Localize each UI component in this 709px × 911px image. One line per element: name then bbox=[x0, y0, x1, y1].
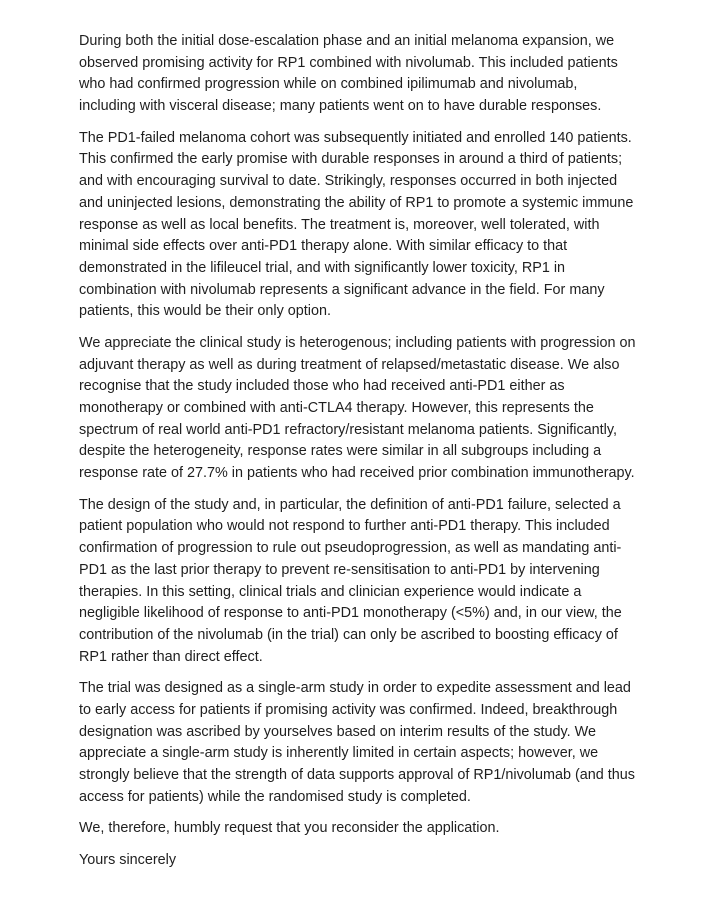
text-line: During both the initial dose-escalation phase and an initial melanoma expansion, we bbox=[79, 33, 615, 49]
text-line: including with visceral disease; many patients went on to have durable responses. bbox=[79, 98, 602, 115]
paragraph-single-arm-trial bbox=[79, 678, 669, 808]
letter-body bbox=[79, 31, 669, 882]
text-line: strongly believe that the strength of data supports approval of RP1/nivolumab (and thus bbox=[79, 767, 635, 784]
text-line: confirmation of progression to rule out pseudoprogression, as well as mandating anti- bbox=[79, 540, 622, 557]
text-line: This confirmed the early promise with durable responses in around a third of patients; bbox=[79, 151, 623, 168]
text-line: response as well as local benefits. The treatment is, moreover, well tolerated, with bbox=[79, 216, 600, 233]
text-line: adjuvant therapy as well as during treatment of relapsed/metastatic disease. We also bbox=[79, 356, 620, 373]
text-line: We, therefore, humbly request that you reconsider the application. bbox=[79, 820, 500, 837]
text-line: therapies. In this setting, clinical trials and clinician experience would indicate a bbox=[79, 583, 582, 600]
text-line: Yours sincerely bbox=[79, 851, 177, 868]
paragraph-pd1-failed-cohort bbox=[79, 128, 669, 323]
text-line: recognise that the study included those who had received anti-PD1 either as bbox=[79, 378, 565, 395]
text-line: appreciate a single-arm study is inherently limited in certain aspects; however, we bbox=[79, 745, 599, 762]
text-line: designation was ascribed by yourselves based on interim results of the study. We bbox=[79, 723, 596, 740]
text-line: to early access for patients if promising activity was confirmed. Indeed, breakthrough bbox=[79, 701, 618, 718]
paragraph-heterogeneity bbox=[79, 333, 669, 485]
text-line: observed promising activity for RP1 combined with nivolumab. This included patients bbox=[79, 54, 618, 71]
text-line: response rate of 27.7% in patients who had received prior combination immunotherapy. bbox=[79, 465, 635, 482]
text-line: negligible likelihood of response to anti-PD1 monotherapy (<5%) and, in our view, the bbox=[79, 605, 622, 622]
text-line: monotherapy or combined with anti-CTLA4 therapy. However, this represents the bbox=[79, 400, 594, 417]
closing-salutation bbox=[79, 850, 669, 872]
text-line: combination with nivolumab represents a significant advance in the field. For many bbox=[79, 281, 605, 298]
text-line: access for patients) while the randomised study is completed. bbox=[79, 788, 471, 805]
paragraph-request bbox=[79, 818, 669, 840]
text-line: patient population who would not respond to further anti-PD1 therapy. This included bbox=[79, 518, 610, 535]
text-line: demonstrated in the lifileucel trial, and with significantly lower toxicity, RP1 in bbox=[79, 259, 566, 276]
text-line: minimal side effects over anti-PD1 therapy alone. With similar efficacy to that bbox=[79, 238, 568, 255]
text-line: despite the heterogeneity, response rates were similar in all subgroups including a bbox=[79, 443, 602, 460]
text-line: spectrum of real world anti-PD1 refractory/resistant melanoma patients. Significantly, bbox=[79, 421, 618, 438]
paragraph-early-activity bbox=[79, 31, 669, 118]
text-line: who had confirmed progression while on combined ipilimumab and nivolumab, bbox=[79, 76, 578, 93]
text-line: contribution of the nivolumab (in the trial) can only be ascribed to boosting efficacy of bbox=[79, 626, 618, 643]
text-line: We appreciate the clinical study is heterogenous; including patients with progression on bbox=[79, 334, 636, 351]
text-line: The design of the study and, in particular, the definition of anti-PD1 failure, selected a bbox=[79, 496, 621, 513]
text-line: patients, this would be their only option. bbox=[79, 303, 331, 320]
paragraph-study-design bbox=[79, 495, 669, 669]
text-line: PD1 as the last prior therapy to prevent re-sensitisation to anti-PD1 by intervening bbox=[79, 561, 600, 578]
text-line: The trial was designed as a single-arm study in order to expedite assessment and lead bbox=[79, 680, 631, 697]
text-line: RP1 rather than direct effect. bbox=[79, 648, 263, 665]
text-line: The PD1-failed melanoma cohort was subsequently initiated and enrolled 140 patients. bbox=[79, 129, 632, 146]
text-line: and uninjected lesions, demonstrating the ability of RP1 to promote a systemic immune bbox=[79, 194, 634, 211]
text-line: and with encouraging survival to date. Strikingly, responses occurred in both injected bbox=[79, 173, 618, 190]
